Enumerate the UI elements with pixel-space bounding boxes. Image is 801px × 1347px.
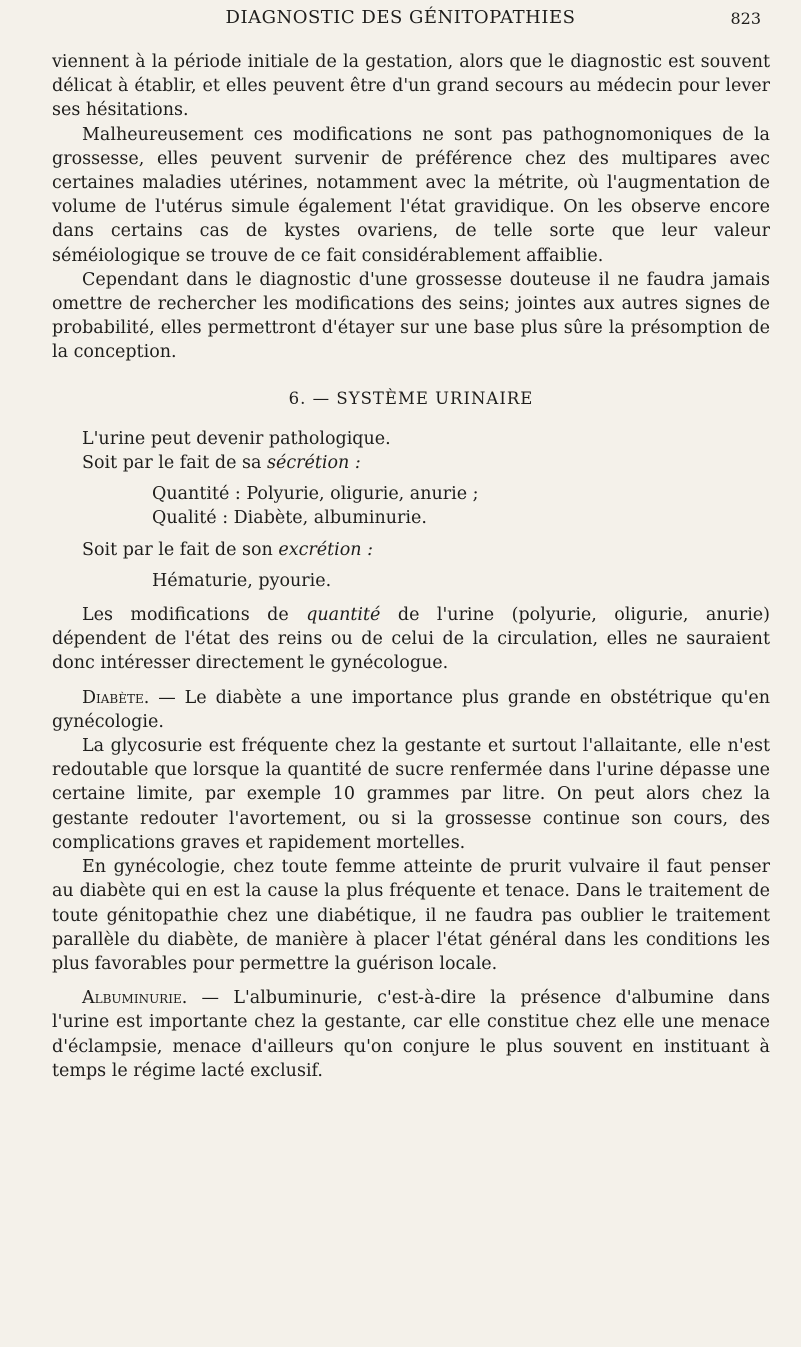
line-qualite: Qualité : Diabète, albuminurie. [152,508,427,529]
line-secretion [52,451,770,475]
page-number: 823 [730,9,761,28]
diabete-text: — Le diabète a une importance plus grande en obstétrique qu'en gynécologie. [52,687,770,732]
excretion-term: excrétion : [278,539,374,560]
paragraph-continuation: viennent à la période initiale de la gestation, alors que le diagnostic est souvent délicat à établir, et elles peuvent être d'un grand secours au médecin pour lever ses hésitations. [52,52,770,121]
line-hematurie: Hématurie, pyourie. [152,570,332,591]
paragraph-gynecologie: En gynécologie, chez toute femme atteinte de prurit vulvaire il faut penser au diabète qui en est la cause la plus fréquente et tenace. Dans le traitement de toute génitopathie chez une diabétique, il ne faudra pas oublier le traitement parallèle du diabète, de manière à placer l'état général dans les conditions les plus favorables pour permettre la guérison locale. [52,857,770,974]
secretion-term: sécrétion : [267,453,361,474]
excretion-lead: Soit par le fait de son [82,539,279,560]
running-title: DIAGNOSTIC DES GÉNITOPATHIES [225,7,576,28]
page-header [0,0,801,40]
albuminurie-text: — L'albuminurie, c'est-à-dire la présence d'albumine dans l'urine est importante chez la gestante, car elle constitue chez elle une menace d'éclampsie, menace d'ailleurs qu'on conjure le plus souvent en instituant à temps le régime lacté exclusif. [52,988,770,1081]
albuminurie-heading: Albuminurie. [82,988,188,1009]
page-body [52,50,770,1083]
diabete-heading: Diabète. [82,687,150,708]
quantite-rest: de l'urine (polyurie, oligurie, anurie) dépendent de l'état des reins ou de celui de la circulation, elles ne sauraient donc intéresser directement le gynécologue. [52,605,770,674]
paragraph-cependant: Cependant dans le diagnostic d'une grossesse douteuse il ne faudra jamais omettre de rechercher les modifications des seins; jointes aux autres signes de probabilité, elles permettront d'étayer sur une base plus sûre la présomption de la conception. [52,269,770,363]
line-excretion [52,538,770,562]
paragraph-albuminurie [52,986,770,1083]
quantite-lead: Les modifications de [82,605,307,626]
quantite-term: quantité [306,605,381,626]
section-heading: 6. — SYSTÈME URINAIRE [288,388,534,408]
paragraph-diabete [52,686,770,734]
line-urine-pathologique: L'urine peut devenir pathologique. [82,428,391,449]
paragraph-glycosurie: La glycosurie est fréquente chez la gestante et surtout l'allaitante, elle n'est redoutable que lorsque la quantité de sucre renfermée dans l'urine dépasse une certaine limite, par exemple 10 grammes par litre. On peut alors chez la gestante redouter l'avortement, ou si la grossesse continue son cours, des complications graves et rapidement mortelles. [52,736,770,853]
secretion-lead: Soit par le fait de sa [82,453,267,474]
paragraph-malheureusement: Malheureusement ces modifications ne sont pas pathognomoniques de la grossesse, elles peuvent survenir de préférence chez des multipares avec certaines maladies utérines, notamment avec la métrite, où l'augmentation de volume de l'utérus simule également l'état gravidique. On les observe encore dans certains cas de kystes ovariens, de telle sorte que leur valeur séméiologique se trouve de ce fait considérablement affaiblie. [52,124,770,266]
line-quantite: Quantité : Polyurie, oligurie, anurie ; [152,484,479,505]
paragraph-quantite [52,603,770,676]
